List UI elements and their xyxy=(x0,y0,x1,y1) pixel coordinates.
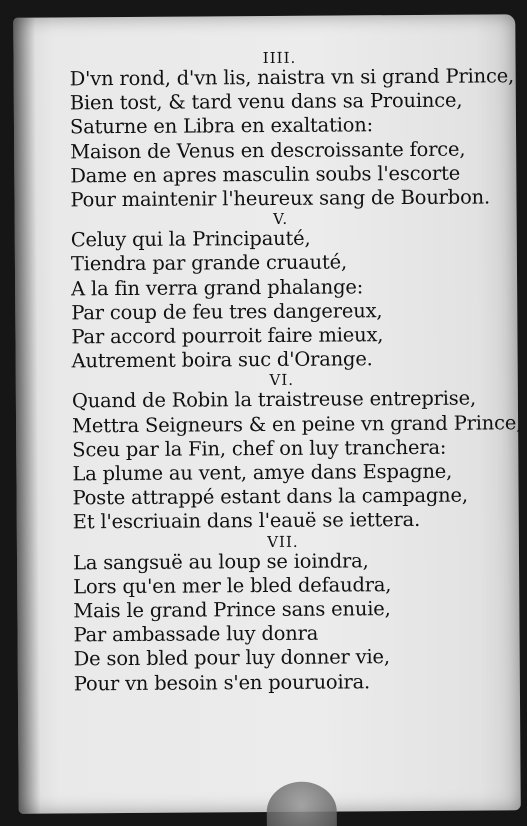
verse-line: Maison de Venus en descroissante force, xyxy=(70,137,466,163)
verse-line: Autrement boira suc d'Orange. xyxy=(71,347,373,373)
verse-line: Dame en apres masculin soubs l'escorte xyxy=(70,161,461,188)
verse-line: Quand de Robin la traistreuse entreprise, xyxy=(71,386,476,413)
verse-line: La sangsuë au loup se ioindra, xyxy=(72,548,369,575)
thumb-holding-page xyxy=(267,782,337,826)
verse-line: Par coup de feu tres dangereux, xyxy=(71,299,383,325)
verse-line: Mais le grand Prince sans enuie, xyxy=(73,597,391,623)
stanza-numeral: VI. xyxy=(269,371,295,390)
binding-shadow xyxy=(13,18,41,814)
paper-page xyxy=(13,14,521,813)
verse-line: A la fin verra grand phalange: xyxy=(71,274,364,300)
verse-line: Lors qu'en mer le bled defaudra, xyxy=(73,572,392,599)
verse-line: La plume au vent, amye dans Espagne, xyxy=(72,459,453,486)
verse-line: Saturne en Libra en exaltation: xyxy=(69,113,374,139)
verse-line: Sceu par la Fin, chef on luy tranchera: xyxy=(72,435,447,462)
stanza-vii xyxy=(73,532,514,696)
stanza-numeral: VII. xyxy=(267,532,299,551)
verse-line: Par ambassade luy donra xyxy=(73,621,319,647)
verse-line: D'vn rond, d'vn lis, naistra vn si grand Prince, xyxy=(69,64,515,91)
stanza-numeral: V. xyxy=(273,210,289,229)
verse-line: Celuy qui la Principauté, xyxy=(70,226,311,252)
verse-line: Par accord pourroit faire mieux, xyxy=(71,323,384,349)
verse-line: Et l'escriuain dans l'eauë se iettera. xyxy=(72,508,421,534)
stanza-iiii xyxy=(69,48,515,212)
verse-line: De son bled pour luy donner vie, xyxy=(73,645,390,671)
stanza-v xyxy=(71,210,512,374)
stanza-numeral: IIII. xyxy=(262,48,297,68)
verse-line: Pour maintenir l'heureux sang de Bourbon. xyxy=(70,185,491,212)
verse-line: Pour vn besoin s'en pouruoira. xyxy=(73,669,371,696)
stanza-vi xyxy=(71,371,523,535)
verse-line: Bien tost, & tard venu dans sa Prouince, xyxy=(69,88,463,115)
verse-line: Mettra Seigneurs & en peine vn grand Prince, xyxy=(71,410,523,438)
poem-text xyxy=(69,48,523,696)
verse-line: Tiendra par grande cruauté, xyxy=(70,250,348,276)
verse-line: Poste attrappé estant dans la campagne, xyxy=(72,483,468,510)
